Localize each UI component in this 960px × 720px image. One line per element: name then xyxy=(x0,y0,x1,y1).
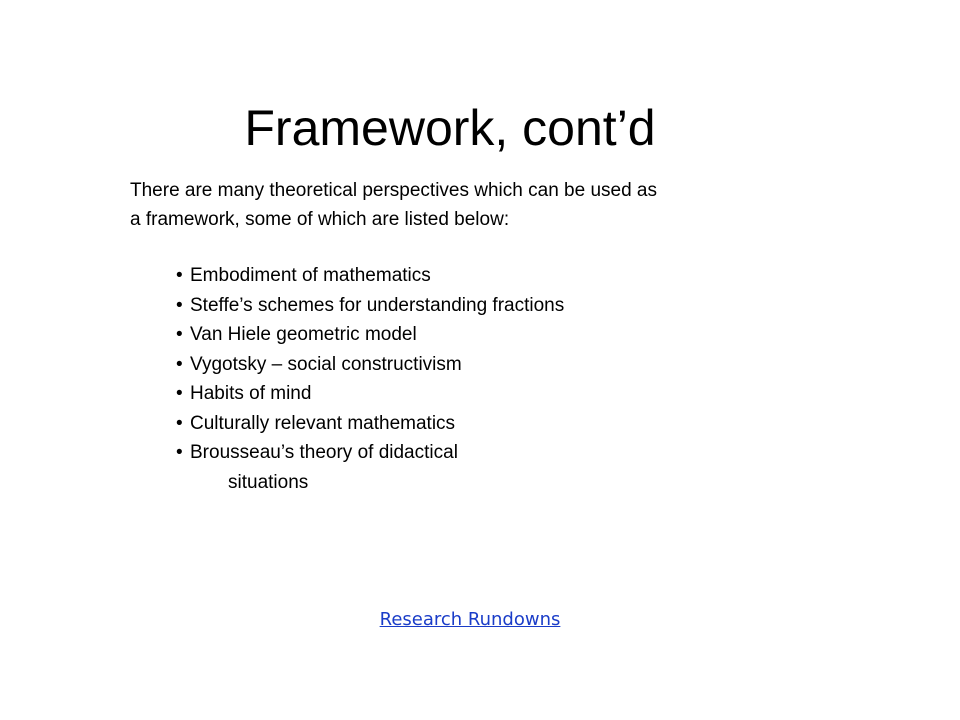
bullet-icon: • xyxy=(176,324,183,345)
intro-text xyxy=(130,176,830,234)
slide-title: Framework, cont’d xyxy=(244,100,656,156)
research-rundowns-link-wrap xyxy=(0,606,940,634)
list-item xyxy=(176,438,816,468)
bullet-icon: • xyxy=(176,294,183,316)
bullet-icon: • xyxy=(176,412,183,434)
list-item-text: Brousseau’s theory of didactical xyxy=(190,442,458,463)
list-item-text: Embodiment of mathematics xyxy=(190,265,431,286)
list-item xyxy=(176,291,816,321)
list-item-text: Van Hiele geometric model xyxy=(190,324,417,345)
list-item xyxy=(176,379,816,409)
perspectives-list xyxy=(176,261,816,497)
bullet-icon: • xyxy=(176,353,183,375)
research-rundowns-link[interactable]: Research Rundowns xyxy=(379,609,561,630)
list-item-text: Vygotsky – social constructivism xyxy=(190,353,462,375)
intro-line-1: There are many theoretical perspectives which can be used as xyxy=(130,180,657,201)
list-item-continuation: situations xyxy=(228,471,309,493)
list-item xyxy=(176,350,816,380)
intro-line-2: a framework, some of which are listed below: xyxy=(130,209,510,230)
bullet-icon: • xyxy=(176,383,183,404)
list-item xyxy=(176,261,816,291)
list-item-text: Steffe’s schemes for understanding fractions xyxy=(190,294,565,316)
list-item-text: Habits of mind xyxy=(190,383,312,404)
bullet-icon: • xyxy=(176,265,183,286)
bullet-icon: • xyxy=(176,442,183,463)
list-item xyxy=(176,409,816,439)
list-item-text: Culturally relevant mathematics xyxy=(190,412,456,434)
list-item xyxy=(176,320,816,350)
